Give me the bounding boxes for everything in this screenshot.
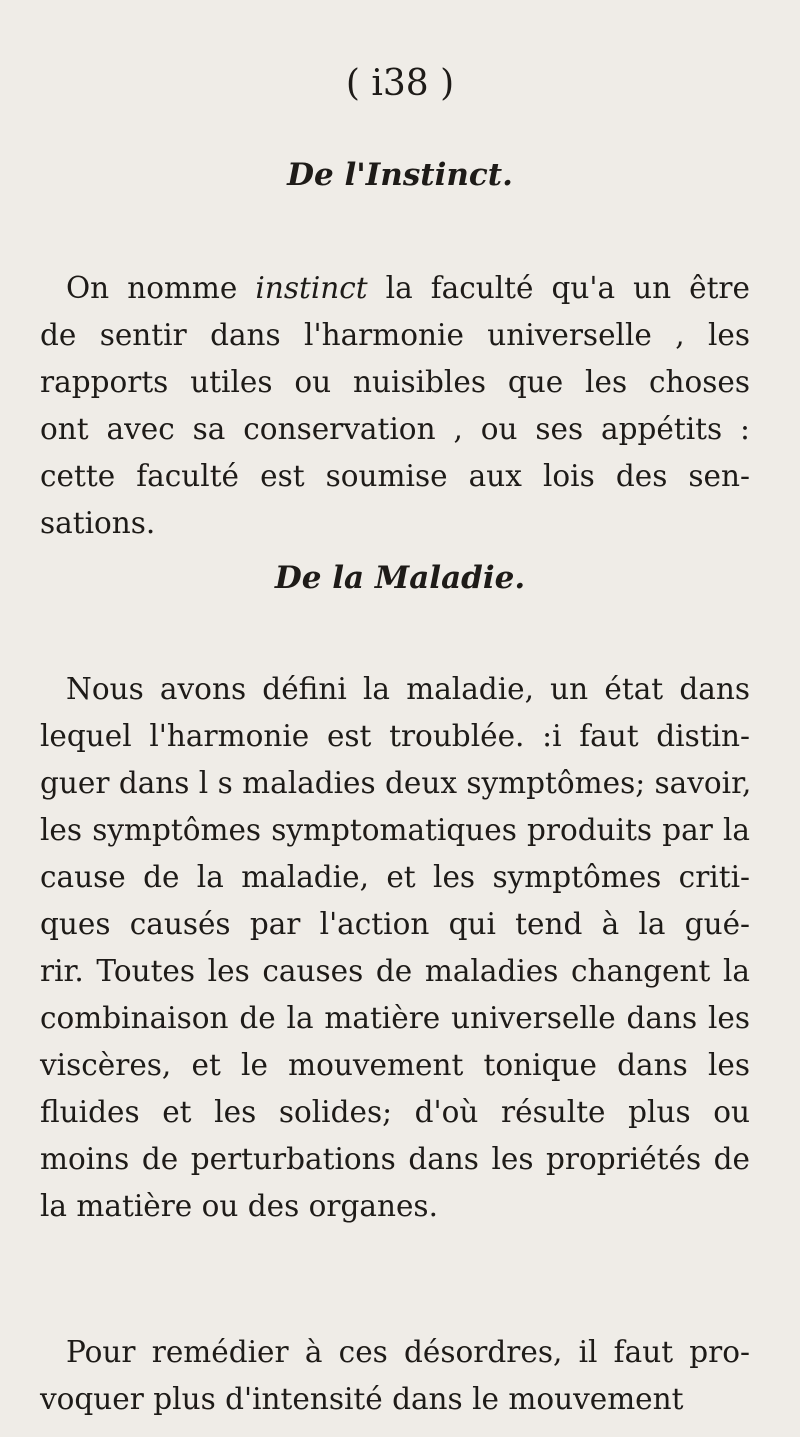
text-line: sations. xyxy=(40,506,156,540)
text-line: cause de la maladie, et les symptômes criti- xyxy=(40,860,750,894)
text-line: guer dans l s maladies deux symptômes; savoir, xyxy=(40,766,752,800)
text-line: Pour remédier à ces désordres, il faut pro- xyxy=(66,1335,750,1369)
page-number: ( i38 ) xyxy=(345,63,455,104)
text-line: rapports utiles ou nuisibles que les choses xyxy=(40,365,750,399)
paragraph-instinct xyxy=(40,265,750,547)
paragraph-maladie-definition xyxy=(40,666,750,1230)
text-line: moins de perturbations dans les propriétés de xyxy=(40,1142,750,1176)
text-line: ont avec sa conservation , ou ses appétits : xyxy=(40,412,750,446)
text-line: voquer plus d'intensité dans le mouvement xyxy=(40,1382,684,1416)
text-line: fluides et les solides; d'où résulte plus ou xyxy=(40,1095,750,1129)
text-line: la matière ou des organes. xyxy=(40,1189,438,1223)
section-title-maladie: De la Maladie. xyxy=(274,560,526,596)
section-title-instinct: De l'Instinct. xyxy=(287,157,513,193)
text-line: ques causés par l'action qui tend à la gué- xyxy=(40,907,750,941)
text-line: lequel l'harmonie est troublée. :i faut distin- xyxy=(40,719,750,753)
text-line: combinaison de la matière universelle dans les xyxy=(40,1001,750,1035)
text-line: cette faculté est soumise aux lois des sen- xyxy=(40,459,750,493)
text-line: les symptômes symptomatiques produits par la xyxy=(40,813,750,847)
text-line: Nous avons défini la maladie, un état dans xyxy=(66,672,750,706)
text-line: rir. Toutes les causes de maladies changent la xyxy=(40,954,750,988)
paragraph-maladie-remedy xyxy=(40,1329,750,1423)
text-line: viscères, et le mouvement tonique dans les xyxy=(40,1048,750,1082)
text-line: On nomme instinct la faculté qu'a un être xyxy=(66,271,750,305)
text-line: de sentir dans l'harmonie universelle , les xyxy=(40,318,750,352)
